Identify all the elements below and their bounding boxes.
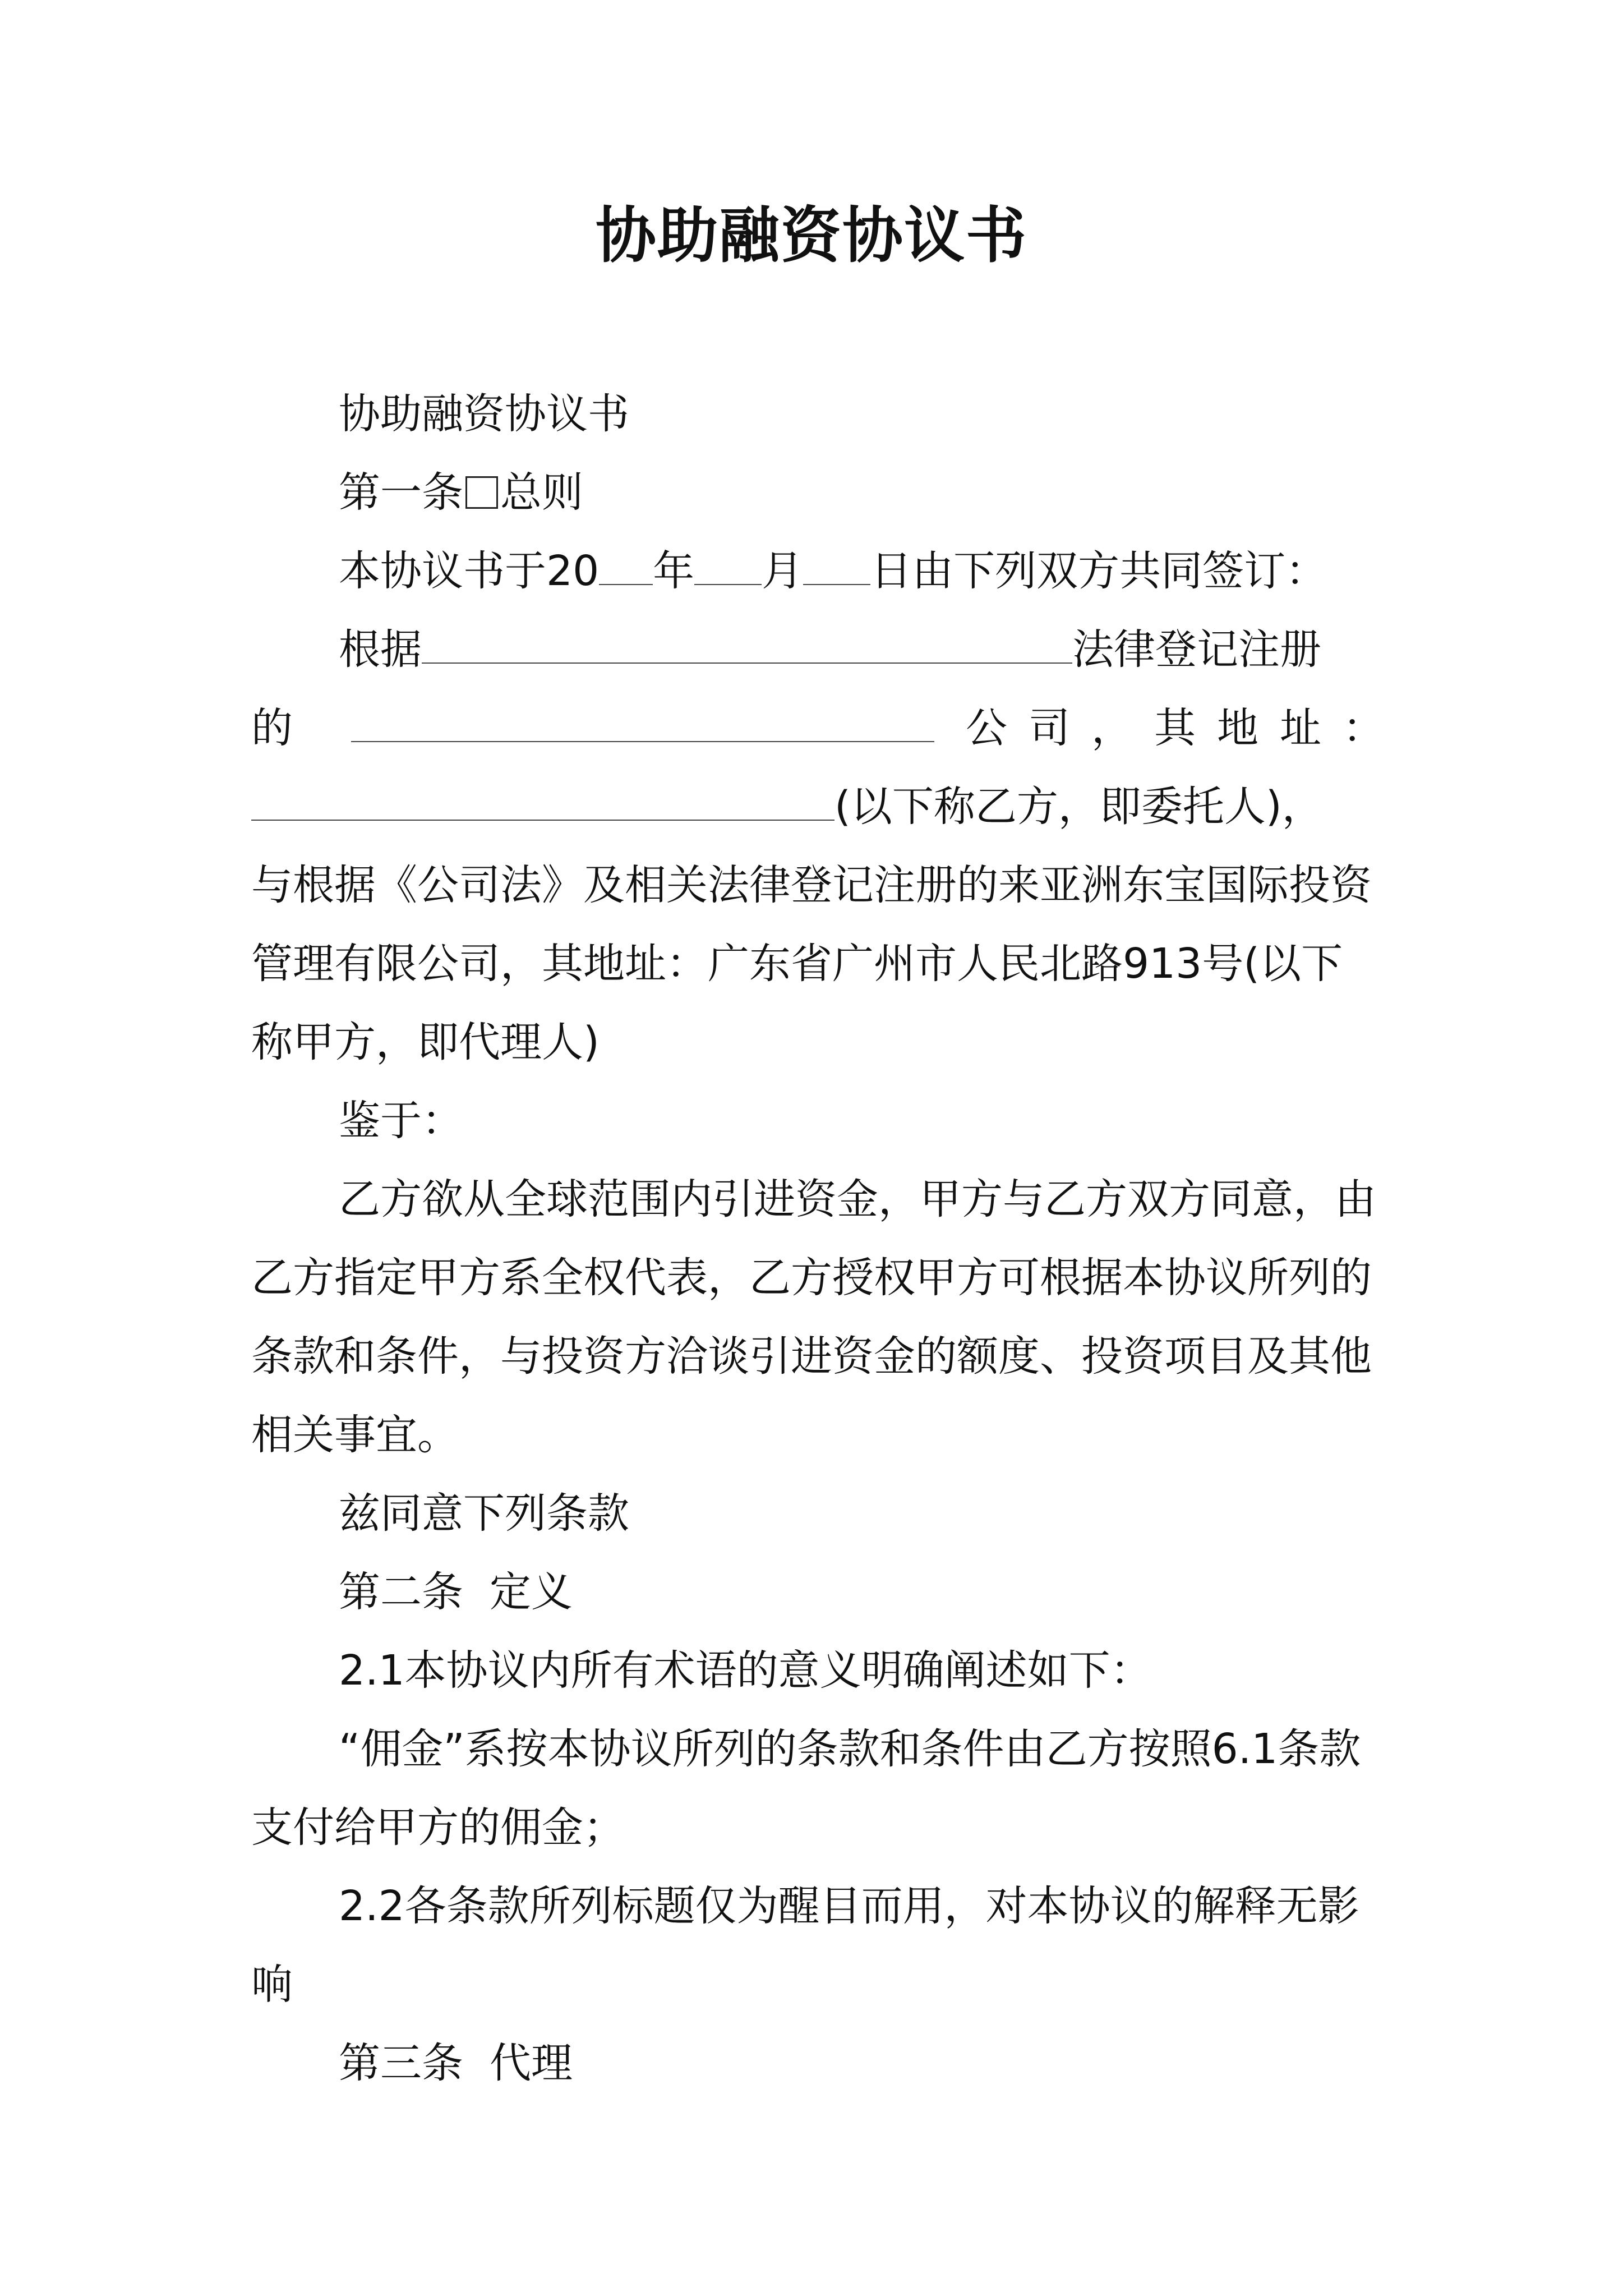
heading-line: 协助融资协议书: [339, 390, 629, 438]
date-text-prefix: 本协议书于20: [339, 547, 600, 595]
basis-suffix: 法律登记注册: [1072, 625, 1321, 674]
month-label: 月: [762, 547, 804, 595]
month-blank: [694, 550, 762, 585]
party-a-paragraph: 与根据《公司法》及相关法律登记注册的来亚洲东宝国际投资管理有限公司，其地址：广东省广州市人民北路913号(以下称甲方，即代理人): [251, 861, 1372, 1066]
signing-date-line: [251, 532, 1384, 610]
article-2-heading: 第二条 定义: [339, 1568, 573, 1616]
char: 公: [966, 704, 1007, 752]
date-text-suffix: 日由下列双方共同签订：: [870, 547, 1327, 595]
article-1-heading: [251, 453, 1384, 532]
agree-line: 兹同意下列条款: [339, 1489, 629, 1538]
char: 地: [1217, 704, 1258, 752]
page-title: 协助融资协议书: [595, 200, 1027, 271]
basis-prefix: 根据: [339, 625, 422, 674]
company-line: [251, 689, 1384, 767]
company-address-label: [966, 689, 1384, 767]
party-b-line: [251, 767, 1384, 846]
law-blank: [422, 629, 1072, 664]
commission-definition: “佣金”系按本协议所列的条款和条件由乙方按照6.1条款支付给甲方的佣金；: [251, 1725, 1361, 1852]
article-1-label: 第一条: [339, 468, 463, 517]
company-name-blank: [351, 707, 934, 742]
article-1-title: 总则: [500, 468, 583, 517]
year-label: 年: [653, 547, 695, 595]
day-blank: [803, 550, 870, 585]
missing-glyph-box: [465, 476, 498, 509]
party-b-text: (以下称乙方，即委托人)，: [834, 783, 1324, 831]
whereas-heading: 鉴于：: [339, 1097, 463, 1145]
document-body: [251, 375, 1384, 2102]
address-blank: [251, 786, 834, 821]
whereas-paragraph: 乙方欲从全球范围内引进资金，甲方与乙方双方同意，由乙方指定甲方系全权代表，乙方授权甲方可根据本协议所列的条款和条件，与投资方洽谈引进资金的额度、投资项目及其他相关事宜。: [251, 1175, 1376, 1459]
year-blank: [599, 550, 653, 585]
char: 其: [1154, 704, 1196, 752]
basis-line: [251, 610, 1384, 689]
char: 址: [1280, 704, 1321, 752]
char: ：: [1343, 704, 1384, 752]
char: 司: [1029, 704, 1070, 752]
clause-2-2: 2.2各条款所列标题仅为醒目而用，对本协议的解释无影响: [251, 1882, 1359, 2009]
clause-2-1: 2.1本协议内所有术语的意义明确阐述如下：: [339, 1646, 1152, 1695]
article-3-heading: 第三条 代理: [339, 2039, 573, 2087]
of-label: 的: [251, 704, 293, 752]
char: ，: [1091, 704, 1133, 752]
